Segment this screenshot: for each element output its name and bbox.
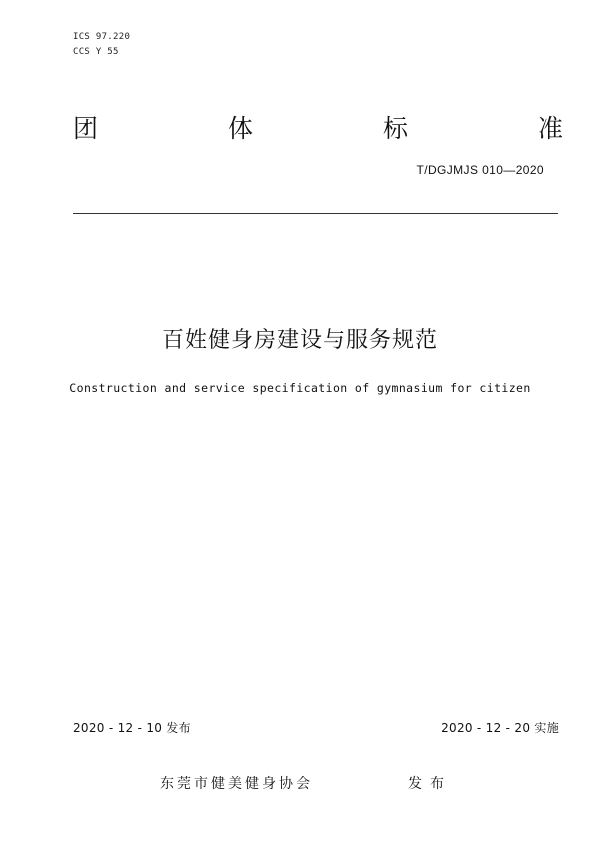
standard-type-char: 团 — [73, 114, 99, 143]
standard-number: T/DGJMJS 010—2020 — [416, 163, 544, 177]
ccs-code: CCS Y 55 — [73, 47, 119, 57]
document-title-chinese: 百姓健身房建设与服务规范 — [161, 328, 438, 353]
standard-type-heading — [73, 112, 563, 146]
implementation-date: 2020 - 12 - 20 实施 — [441, 721, 559, 735]
publish-label: 发布 — [408, 776, 452, 792]
ics-code: ICS 97.220 — [73, 32, 131, 42]
release-date: 2020 - 12 - 10 发布 — [73, 721, 191, 735]
standard-type-char: 体 — [227, 114, 253, 143]
document-title-english: Construction and service specification of gymnasium for citizen — [69, 381, 531, 395]
classification-codes — [73, 30, 130, 60]
standard-type-char: 标 — [382, 114, 408, 143]
standard-type-char: 准 — [537, 114, 563, 143]
header-divider — [73, 213, 558, 214]
publisher-name: 东莞市健美健身协会 — [160, 776, 313, 792]
